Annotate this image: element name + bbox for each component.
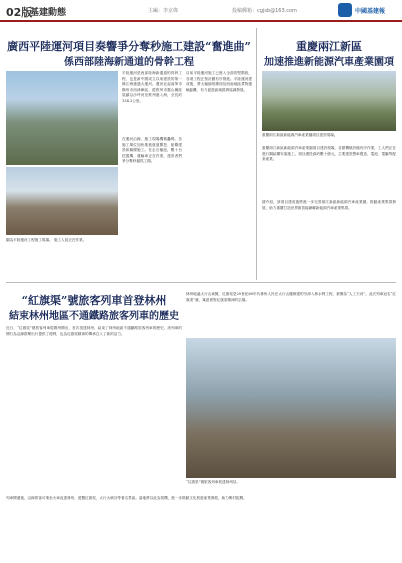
article2-title: 重慶兩江新區 (296, 40, 362, 53)
logo-icon (338, 3, 352, 17)
section-divider (6, 282, 396, 283)
article1-body-1: 平陸運河是西部陸海新通道的骨幹工程，也是新中國成立以來建設的第一條江海連通大運河。運河北起南寧市橫州市西津庫區，經欽州市靈山縣陸屋鎮沿沙坪河至欽州港入海，全長約134.2公里。 (122, 71, 182, 103)
article1-subtitle: 係西部陸海新通道的骨幹工程 (64, 57, 194, 68)
article3-body-3: 列車開通後，沿線旅客可乘坐火車直達林州，遊覽紅旗渠、太行大峽谷等著名景區。當地將以此為契機，進一步推動文化旅遊產業發展，助力鄉村振興。 (6, 496, 247, 500)
article1-photo-top (6, 71, 118, 165)
article2-photo (262, 71, 396, 131)
article2-body-2: 據介紹，該項目建成後將進一步完善兩江新區新能源汽車產業鏈，推動產業集群發展，助力重慶打造世界級智能網聯新能源汽車產業集群。 (262, 200, 396, 210)
article3-photo (186, 338, 396, 478)
article3-body-1: 近日，“紅旗渠”號旅客列車從鄭州開出，首次抵達林州，結束了林州地區不通鐵路旅客列車的歷史。該列車的開行為沿線群眾出行提供了便利，也為紅旗渠精神的傳承注入了新的活力。 (6, 326, 182, 336)
article3-subtitle: 結束林州地區不通鐵路旅客列車的歷史 (9, 311, 179, 322)
editor-credit: 主編：李京偉 (148, 8, 179, 14)
article1-body-2: 在運河沿線，施工現場機械轟鳴，各施工單位加快推進航道開挖、船閘建設和橋樑施工。在企石樞紐，數十台挖掘機、運輸車正在作業，建設者們爭分奪秒搶抓工期。 (122, 137, 182, 164)
article1-caption: 圖為平陸運河工程施工現場。 施工人員正在作業。 (6, 238, 87, 242)
newspaper-logo (338, 3, 385, 17)
article1-photo-bottom (6, 167, 118, 235)
column-divider (256, 28, 257, 280)
article2-subtitle: 加速推進新能源汽車產業園項 (264, 57, 394, 68)
section-title: 基建動態 (30, 8, 67, 18)
article2-caption: 重慶兩江新區新能源汽車產業園項目建設現場。 (262, 133, 338, 137)
article3-title: “紅旗渠”號旅客列車首登林州 (21, 294, 167, 307)
article3-caption: “紅旗渠”號旅客列車抵達林州站。 (186, 480, 240, 484)
page-number: 02版 (6, 6, 33, 19)
page-header (0, 0, 402, 22)
logo-text: 中國基建報 (355, 7, 386, 15)
article3-body-2: 林州地處太行山東麓，紅旗渠是20世紀60年代林州人民在太行山腰修建的引漳入林水利工程，被譽為“人工天河”。此次列車冠名“紅旗渠”號，寓意著對紅旗渠精神的弘揚。 (186, 292, 396, 302)
article1-title: 廣西平陸運河項目奏響爭分奪秒施工建設“奮進曲” (7, 40, 251, 53)
submission-email: 投稿郵箱：cgjsb@163.com (232, 8, 297, 14)
article1-body-3: 目前平陸運河施工已進入全面攻堅階段，各項工程正按計劃有序推進。平陸運河建成後，將大幅縮短廣西及西南地區貨物運輸距離，有力促進區域經濟協調發展。 (186, 71, 252, 92)
article2-body-1: 重慶兩江新區新能源汽車產業園項目建設現場，各類機械設備有序作業，工人們正在進行鋼結構安裝施工。項目總投資約數十億元，主要建設整車製造、電池、電驅等配套產業。 (262, 146, 396, 162)
